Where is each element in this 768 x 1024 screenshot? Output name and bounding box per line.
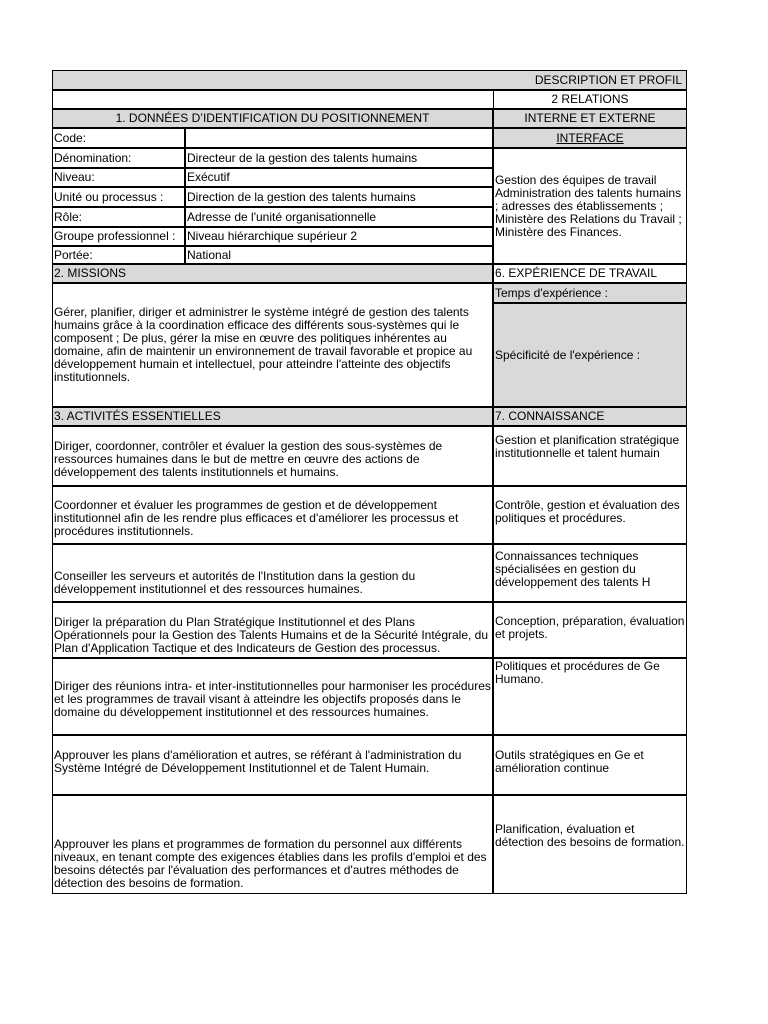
activity-item: Diriger, coordonner, contrôler et évaluer la gestion des sous-systèmes de ressources humaines dans le but de mettre en œuvre des actions de développement des talents institutionnels et humains. bbox=[52, 426, 493, 486]
activity-item: Coordonner et évaluer les programmes de gestion et de développement institutionnel afin de les rendre plus efficaces et d'améliorer les processus et procédures institutionnels. bbox=[52, 486, 493, 544]
activity-item: Diriger la préparation du Plan Stratégique Institutionnel et des Plans Opérationnels pour la Gestion des Talents Humains et de la Sécurité Intégrale, du Plan d'Application Tactique et des Indicateurs de Gestion des processus. bbox=[52, 602, 493, 658]
interface-description-text: Gestion des équipes de travail Administration des talents humains ; adresses des établissements ; Ministère des Relations du Travail ; Ministère des Finances. bbox=[495, 172, 682, 239]
interface-label-text: INTERFACE bbox=[556, 130, 624, 145]
denomination-value: Directeur de la gestion des talents humains bbox=[185, 148, 493, 168]
experience-time: Temps d'expérience : bbox=[493, 283, 687, 303]
missions-description: Gérer, planifier, diriger et administrer le système intégré de gestion des talents humains grâce à la coordination efficace des différents sous-systèmes qui le composent ; De plus, gérer la mise en œuvre des politiques inhérentes au domaine, afin de maintenir un environnement de travail favorable et propice au développement humain et intellectuel, pour atteindre l'atteinte des objectifs institutionnels. bbox=[54, 305, 473, 384]
interface-description bbox=[493, 148, 687, 264]
activities-heading: 3. ACTIVITÉS ESSENTIELLES bbox=[52, 407, 493, 426]
code-label: Code: bbox=[52, 128, 185, 148]
experience-specificity: Spécificité de l'expérience : bbox=[493, 303, 687, 407]
groupe-label: Groupe professionnel : bbox=[52, 227, 185, 246]
identification-heading: 1. DONNÉES D’IDENTIFICATION DU POSITIONNEMENT bbox=[52, 109, 493, 128]
portee-value: National bbox=[185, 246, 493, 264]
unite-label: Unité ou processus : bbox=[52, 187, 185, 207]
niveau-label: Niveau: bbox=[52, 168, 185, 187]
niveau-value: Exécutif bbox=[185, 168, 493, 187]
knowledge-item: Conception, préparation, évaluation et projets. bbox=[493, 602, 687, 658]
denomination-label: Dénomination: bbox=[52, 148, 185, 168]
interface-label bbox=[493, 128, 687, 148]
activity-item: Approuver les plans d'amélioration et autres, se référant à l'administration du Système Intégré de Développement Institutionnel et de Talent Humain. bbox=[52, 735, 493, 795]
blank-header-cell bbox=[52, 90, 493, 109]
activity-item: Conseiller les serveurs et autorités de l'Institution dans la gestion du développement institutionnel et des ressources humaines. bbox=[52, 544, 493, 602]
knowledge-item: Outils stratégiques en Ge et amélioration continue bbox=[493, 735, 687, 795]
sheet-title: DESCRIPTION ET PROFIL bbox=[52, 70, 687, 90]
missions-text bbox=[52, 283, 493, 407]
knowledge-item: Contrôle, gestion et évaluation des politiques et procédures. bbox=[493, 486, 687, 544]
activity-item: Approuver les plans et programmes de formation du personnel aux différents niveaux, en tenant compte des exigences établies dans les profils d'emploi et des besoins détectés par l'évaluation des performances et d'autres méthodes de détection des besoins de formation. bbox=[52, 795, 493, 894]
missions-heading: 2. MISSIONS bbox=[52, 264, 493, 283]
knowledge-item: Connaissances techniques spécialisées en gestion du développement des talents H bbox=[493, 544, 687, 602]
code-value bbox=[185, 128, 493, 148]
role-value: Adresse de l'unité organisationnelle bbox=[185, 207, 493, 227]
role-label: Rôle: bbox=[52, 207, 185, 227]
knowledge-item: Planification, évaluation et détection des besoins de formation. bbox=[493, 795, 687, 894]
unite-value: Direction de la gestion des talents humains bbox=[185, 187, 493, 207]
experience-heading: 6. EXPÉRIENCE DE TRAVAIL bbox=[493, 264, 687, 283]
knowledge-item: Gestion et planification stratégique institutionnelle et talent humain bbox=[493, 426, 687, 486]
relations-heading: INTERNE ET EXTERNE bbox=[493, 109, 687, 128]
portee-label: Portée: bbox=[52, 246, 185, 264]
relations-section-number: 2 RELATIONS bbox=[493, 90, 687, 109]
knowledge-heading: 7. CONNAISSANCE bbox=[493, 407, 687, 426]
groupe-value: Niveau hiérarchique supérieur 2 bbox=[185, 227, 493, 246]
activity-item: Diriger des réunions intra- et inter-institutionnelles pour harmoniser les procédures et les programmes de travail visant à atteindre les objectifs proposés dans le domaine du développement institutionnel et des ressources humaines. bbox=[52, 658, 493, 735]
knowledge-item: Politiques et procédures de Ge Humano. bbox=[493, 658, 687, 735]
